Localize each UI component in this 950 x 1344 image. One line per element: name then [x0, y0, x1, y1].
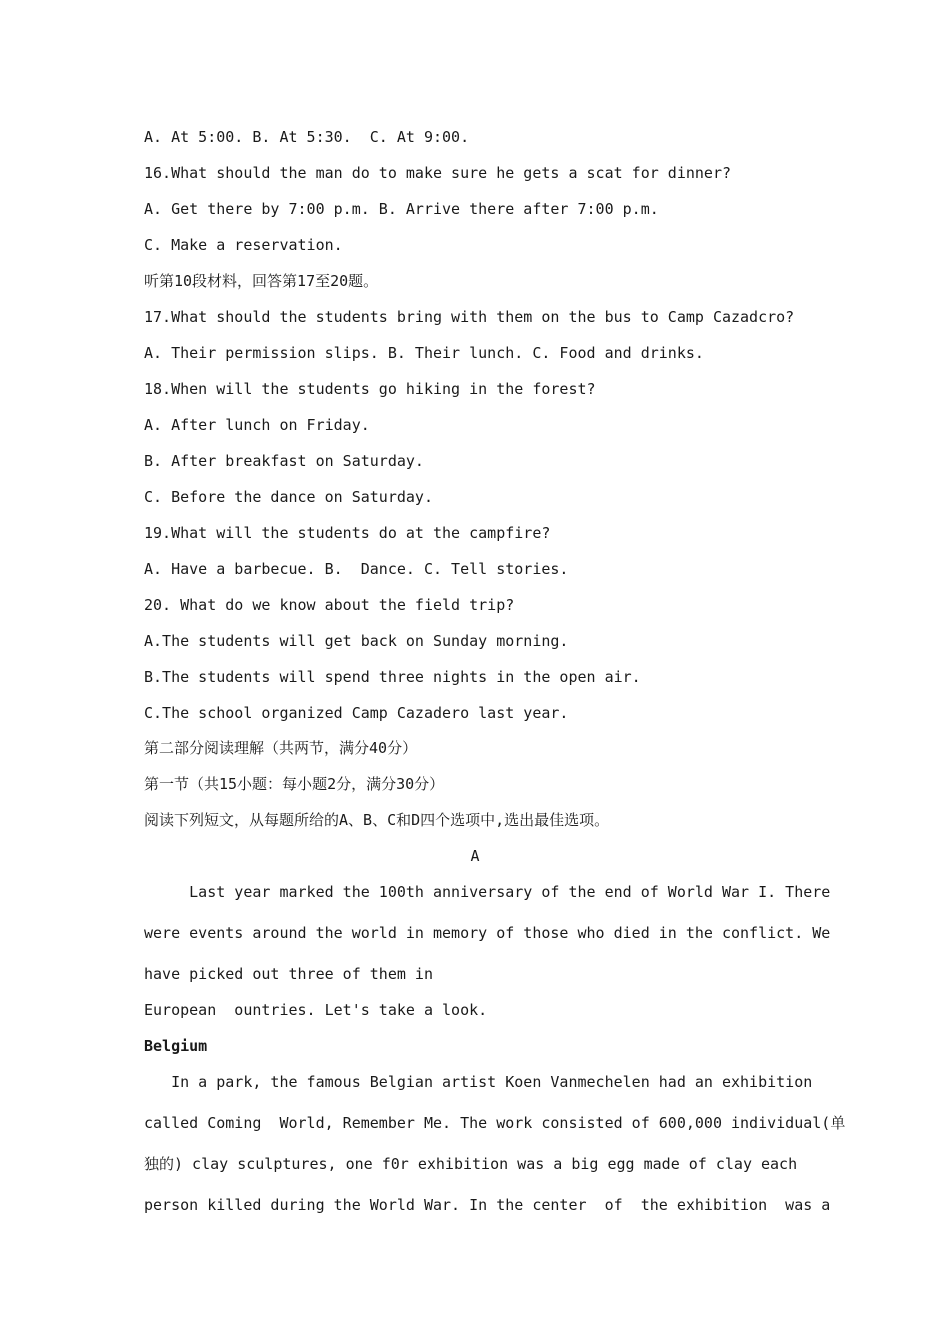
option-line: C. Make a reservation.	[144, 236, 343, 254]
passage-line: person killed during the World War. In the center of the exhibition was a	[144, 1196, 831, 1214]
question-19: 19.What will the students do at the campfire?	[144, 524, 551, 542]
option-line: A. At 5:00. B. At 5:30. C. At 9:00.	[144, 128, 470, 146]
question-16: 16.What should the man do to make sure he gets a scat for dinner?	[144, 164, 731, 182]
subheading-belgium: Belgium	[144, 1037, 208, 1055]
question-17: 17.What should the students bring with them on the bus to Camp Cazadcro?	[144, 308, 795, 326]
passage-label: A	[470, 847, 480, 865]
section-heading: 第一节（共15小题：每小题2分，满分30分）	[144, 775, 445, 793]
passage-line: In a park, the famous Belgian artist Koen Vanmechelen had an exhibition	[144, 1073, 813, 1091]
passage-line: were events around the world in memory of those who died in the conflict. We	[144, 924, 831, 942]
section-instruction: 听第10段材料，回答第17至20题。	[144, 272, 379, 290]
passage-line: 独的) clay sculptures, one f0r exhibition was a big egg made of clay each	[144, 1155, 798, 1173]
passage-line: have picked out three of them in	[144, 965, 433, 983]
option-line: B. After breakfast on Saturday.	[144, 452, 424, 470]
option-line: A. After lunch on Friday.	[144, 416, 370, 434]
option-line: C.The school organized Camp Cazadero last year.	[144, 704, 569, 722]
reading-instruction: 阅读下列短文，从每题所给的A、B、C和D四个选项中,选出最佳选项。	[144, 811, 610, 829]
option-line: C. Before the dance on Saturday.	[144, 488, 433, 506]
option-line: B.The students will spend three nights in the open air.	[144, 668, 641, 686]
passage-line: European ountries. Let's take a look.	[144, 1001, 488, 1019]
option-line: A. Have a barbecue. B. Dance. C. Tell stories.	[144, 560, 569, 578]
option-line: A. Get there by 7:00 p.m. B. Arrive there after 7:00 p.m.	[144, 200, 659, 218]
option-line: A.The students will get back on Sunday morning.	[144, 632, 569, 650]
question-20: 20. What do we know about the field trip?	[144, 596, 515, 614]
passage-line: Last year marked the 100th anniversary of the end of World War I. There	[144, 883, 831, 901]
part-heading: 第二部分阅读理解（共两节，满分40分）	[144, 739, 418, 757]
passage-line: called Coming World, Remember Me. The work consisted of 600,000 individual(单	[144, 1114, 846, 1132]
option-line: A. Their permission slips. B. Their lunch. C. Food and drinks.	[144, 344, 704, 362]
question-18: 18.When will the students go hiking in the forest?	[144, 380, 596, 398]
